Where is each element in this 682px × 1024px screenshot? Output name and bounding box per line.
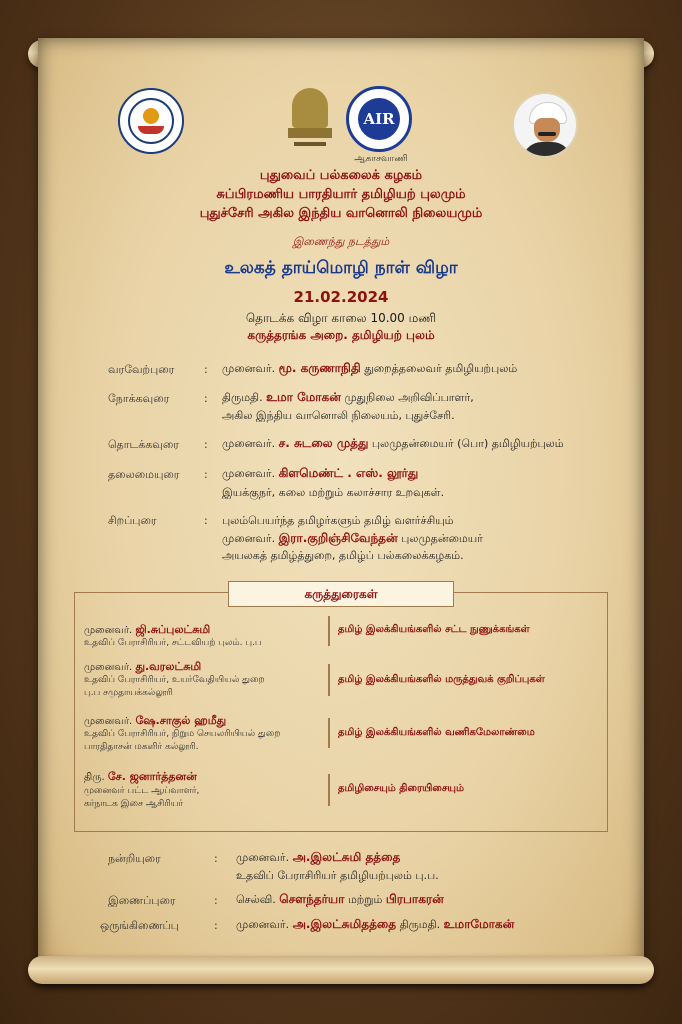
inaugural-speaker [222,436,564,452]
speaker-name: இரா.குறிஞ்சிவேந்தன் [278,531,398,545]
speaker-title: முனைவர். [222,532,276,545]
talk-4-affiliation-2: கர்நாடக இசை ஆசிரியர் [84,799,184,809]
organizer-3: புதுச்சேரி அகில இந்திய வானொலி நிலையமும் [199,206,483,221]
speaker-name: அ.இலட்சுமிதத்தை [292,917,397,931]
label-special: சிறப்புரை [108,514,157,527]
talk-divider [328,718,330,748]
label-inaugural: தொடக்கவுரை [108,438,179,451]
coordinators [236,917,514,933]
talk-4-affiliation-1: முனைவர் பட்ட ஆய்வாளர், [84,786,200,796]
event-venue: கருத்தரங்க அறை. தமிழியற் புலம் [247,328,435,342]
speaker-name: சௌந்தர்யா [279,892,345,906]
speaker-role: புலமுதன்மையர் [401,532,483,545]
label-presidential: தலைமையுரை [108,468,180,481]
talk-divider [328,616,330,646]
talk-4-speaker [84,770,197,785]
speaker-name-2: உமாமோகன் [443,917,515,931]
speaker-role: புலமுதன்மையர் (பொ) தமிழியற்புலம் [371,437,564,450]
all-india-radio-logo [346,86,412,152]
organizer-1: புதுவைப் பல்கலைக் கழகம் [259,168,423,183]
presidential-speaker-role: இயக்குநர், கலை மற்றும் கலாச்சார உறவுகள். [222,486,445,499]
thanks-speaker [236,850,400,866]
colon: : [204,392,208,405]
talk-2-affiliation-1: உதவிப் பேராசிரியர், உயர்வேதியியல் துறை [84,675,265,685]
special-speaker-affiliation: அயலகத் தமிழ்த்துறை, தமிழ்ப் பல்கலைக்கழகம். [222,549,464,562]
colon: : [204,363,208,376]
speaker-name: கிளமெண்ட் . எஸ். லூர்து [278,466,419,480]
event-time: தொடக்க விழா காலை 10.00 மணி [245,311,437,325]
talk-3-speaker [84,714,226,729]
talk-3-topic: தமிழ் இலக்கியங்களில் வணிகமேலாண்மை [338,727,535,738]
portrait-face [534,118,560,142]
purpose-speaker [222,390,474,406]
speaker-name: ஷே.சாகுல் ஹமீது [135,714,227,727]
speaker-role: துறைத்தலைவர் தமிழியற்புலம் [364,362,518,375]
talks-title: கருத்துரைகள் [228,581,454,607]
speaker-name: து.வரலட்சுமி [135,660,202,673]
speaker-title: முனைவர். [84,662,133,673]
jointly-conducted: இணைந்து நடத்தும் [292,235,390,248]
talk-2-affiliation-2: பு.ப சமுதாயக்கல்லூரி [84,688,173,698]
emblem-motto [294,142,326,146]
speaker-title: திருமதி. [222,391,263,404]
label-vote-of-thanks: நன்றியுரை [108,852,161,865]
air-logo-mark: AIR [358,98,400,140]
speaker-title: முனைவர். [236,851,290,864]
speaker-name: சே. ஜனார்த்தனன் [107,770,197,783]
talk-4-topic: தமிழிசையும் திரையிசையும் [338,783,465,794]
speaker-title: முனைவர். [222,467,276,480]
label-welcome: வரவேற்புரை [108,363,175,376]
thanks-speaker-role: உதவிப் பேராசிரியர் தமிழியற்புலம் பு.ப. [236,869,439,882]
label-compere: இணைப்புரை [108,894,176,907]
colon: : [204,468,208,481]
talk-divider [328,774,330,806]
pu-logo-lotus-icon [138,126,164,134]
conjunction: மற்றும் [347,893,383,906]
speaker-name: அ.இலட்சுமி தத்தை [292,850,401,864]
purpose-speaker-affiliation: அகில இந்திய வானொலி நிலையம், புதுச்சேரி. [222,409,455,422]
speaker-title: முனைவர். [84,716,133,727]
speaker-name: ச. சுடலை முத்து [278,436,369,450]
speaker-role: முதுநிலை அறிவிப்பாளர், [344,391,474,404]
pu-logo-sun-icon [143,108,159,124]
special-speaker [222,531,483,547]
emblem-base [288,128,332,138]
speaker-name: மூ. கருணாநிதி [278,361,361,375]
pondicherry-university-logo [118,88,184,154]
colon: : [214,852,218,865]
bharathiyar-portrait [512,92,578,158]
speaker-title: முனைவர். [236,918,290,931]
talk-divider [328,664,330,696]
scroll-bottom-roll [28,956,654,984]
portrait-coat [522,142,572,158]
festival-title: உலகத் தாய்மொழி நாள் விழா [224,258,458,278]
talk-3-affiliation-2: பாரதிதாசன் மகளிர் கல்லூரி. [84,742,199,752]
speaker-title: செல்வி. [236,893,276,906]
talk-2-topic: தமிழ் இலக்கியங்களில் மருத்துவக் குறிப்புகள் [338,674,545,685]
label-coordination: ஒருங்கிணைப்பு [100,919,179,932]
speaker-name: ஜி.சுப்புலட்சுமி [135,623,211,636]
colon: : [214,894,218,907]
label-purpose: நோக்கவுரை [108,392,170,405]
akashvani-caption: ஆகாசவாணி [354,154,408,164]
colon: : [204,438,208,451]
speaker-title: திரு. [84,772,105,783]
talk-1-affiliation: உதவிப் பேராசிரியர், சட்டவியற் புலம். பு.ப [84,638,262,648]
talk-2-speaker [84,660,201,675]
special-topic: புலம்பெயர்ந்த தமிழர்களும் தமிழ் வளர்ச்சியும் [222,514,454,527]
talk-3-affiliation-1: உதவிப் பேராசிரியர், நிறும செயலரியியல் துறை [84,729,281,739]
talk-1-speaker [84,623,210,638]
speaker-title: முனைவர். [222,437,276,450]
colon: : [214,919,218,932]
welcome-speaker [222,361,517,377]
speaker-title: முனைவர். [84,625,133,636]
organizer-2: சுப்பிரமணிய பாரதியார் தமிழியற் புலமும் [216,187,466,202]
speaker-title: முனைவர். [222,362,276,375]
speaker-name: உமா மோகன் [266,390,341,404]
talk-1-topic: தமிழ் இலக்கியங்களில் சட்ட நுணுக்கங்கள் [338,624,530,635]
speaker-name-2: பிரபாகரன் [385,892,444,906]
speaker-title-2: திருமதி. [399,918,441,931]
portrait-mustache [538,132,556,136]
presidential-speaker [222,466,418,482]
compere-speakers [236,892,444,908]
national-emblem-icon [288,88,332,154]
emblem-lions [292,88,328,128]
colon: : [204,514,208,527]
event-date: 21.02.2024 [293,288,389,306]
